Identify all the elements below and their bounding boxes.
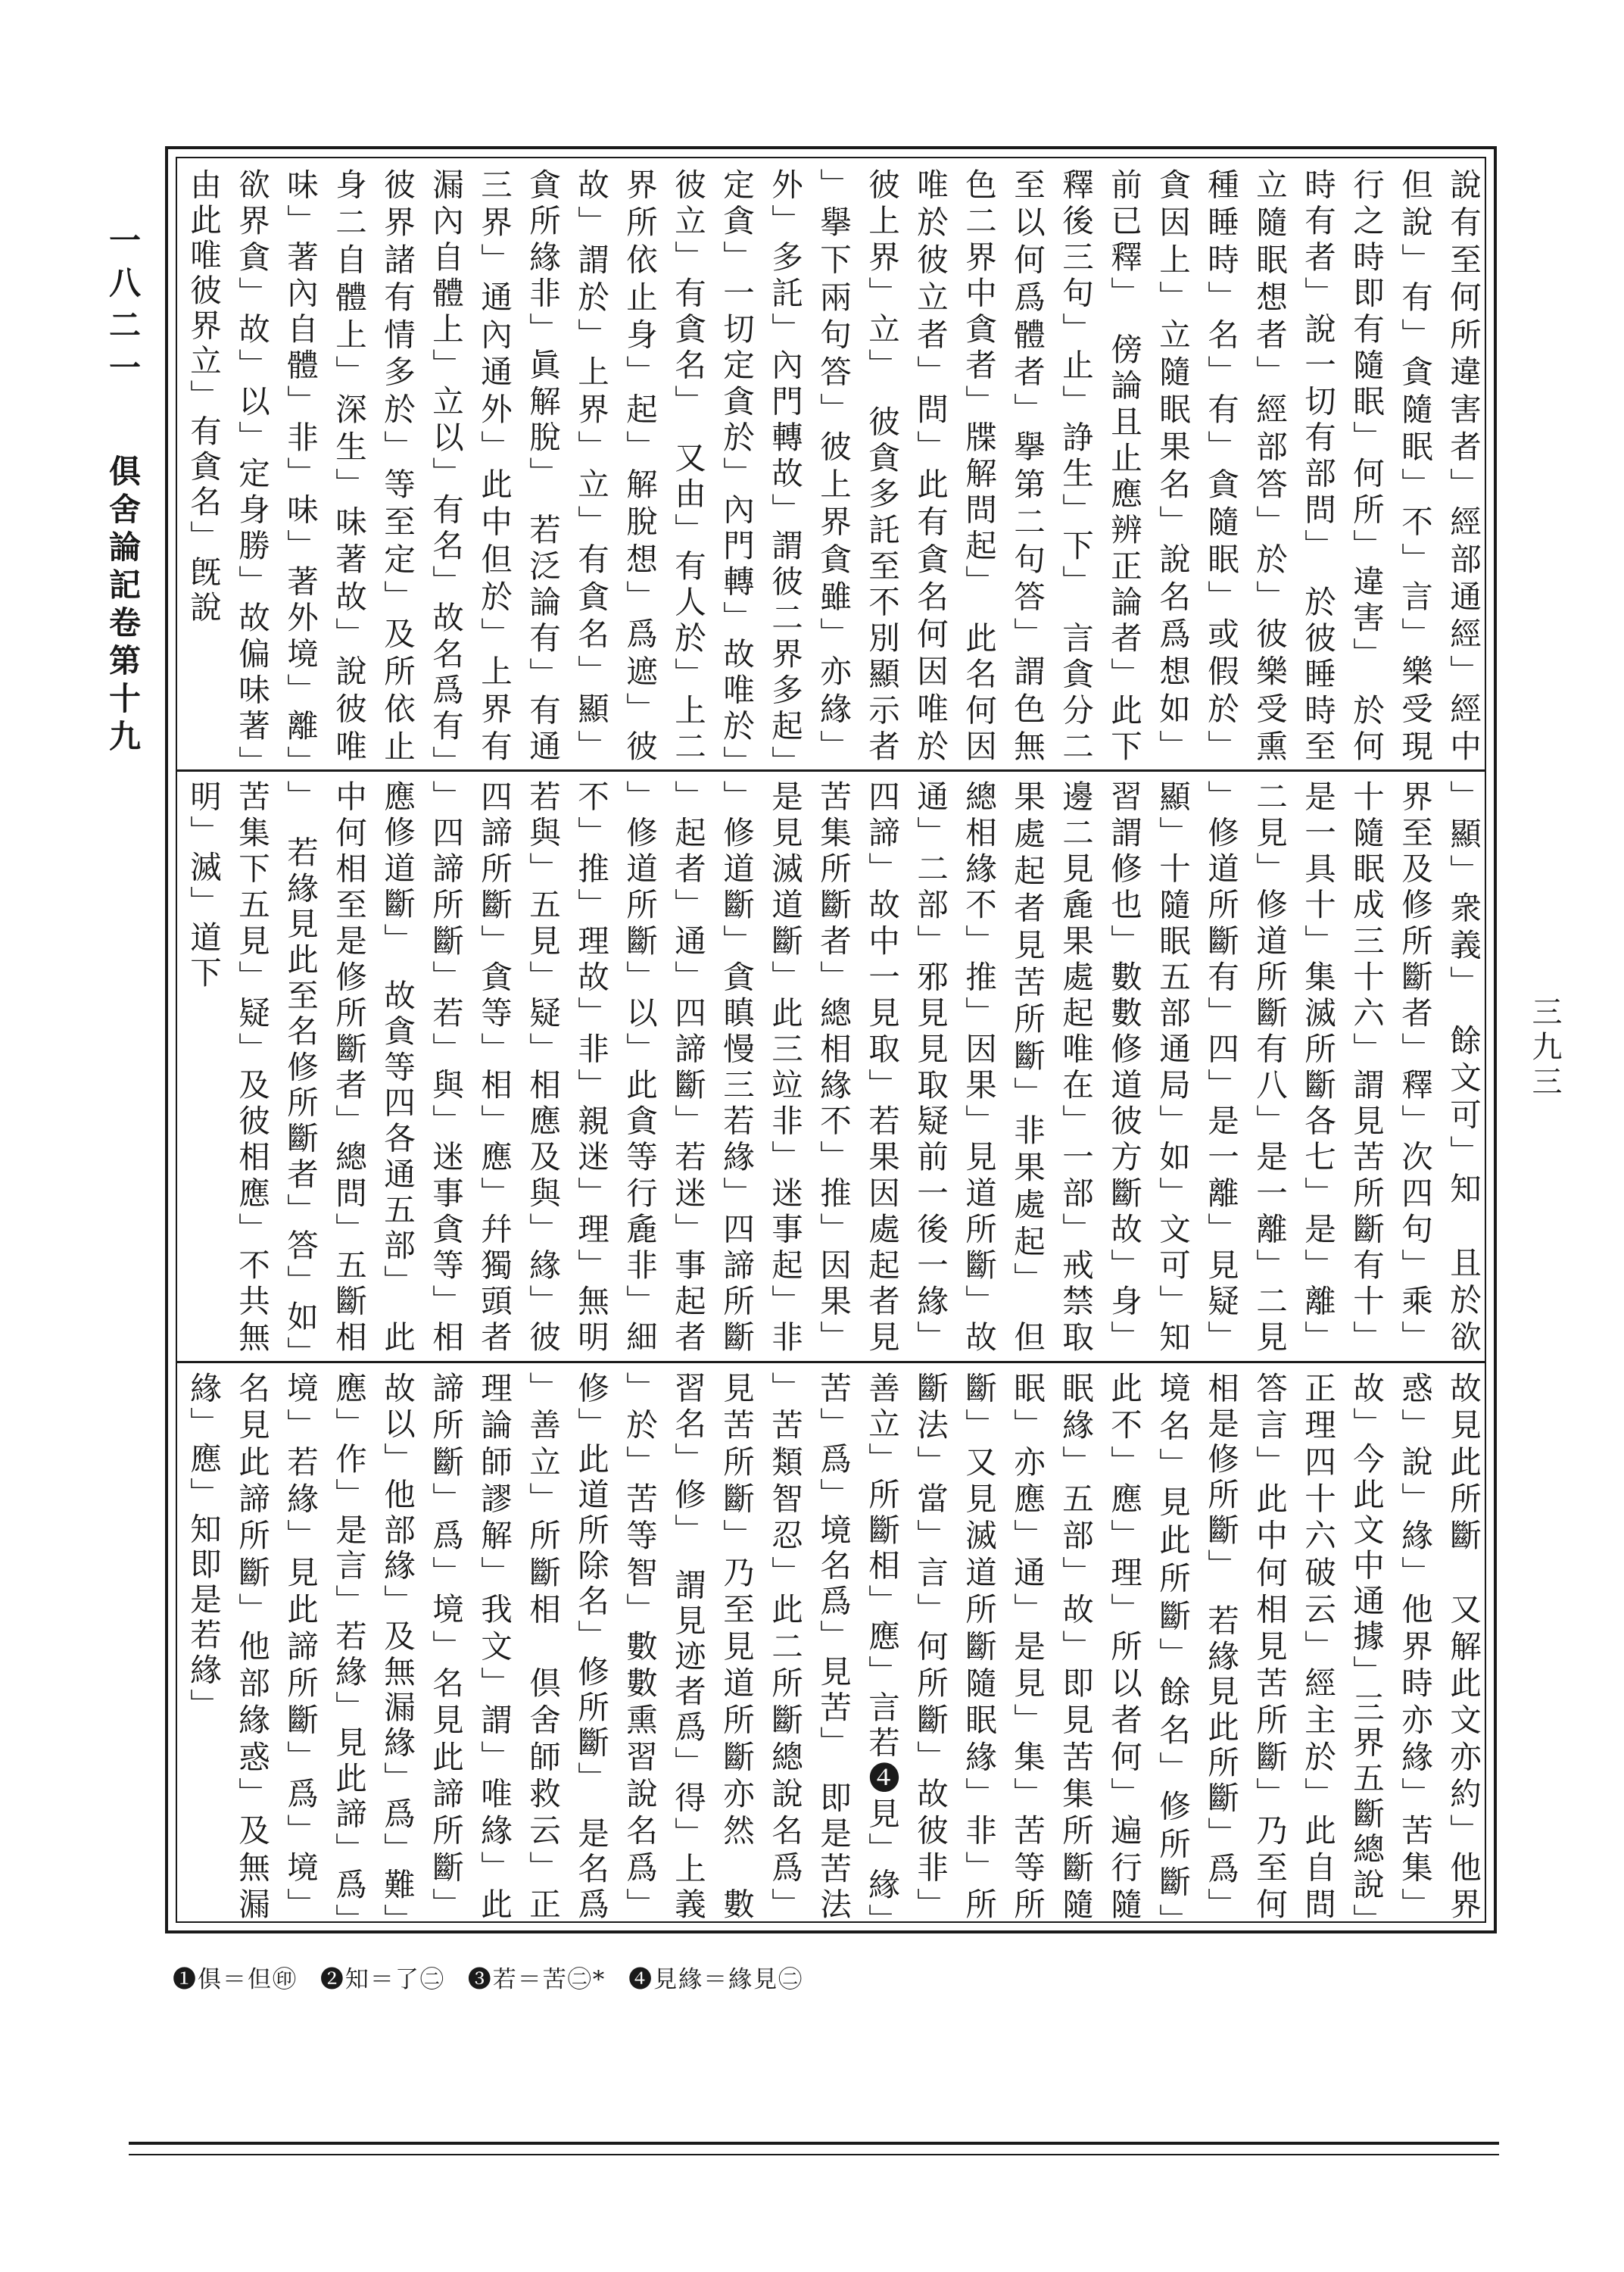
running-title: 俱舍論記卷第十九 (104, 454, 142, 758)
section-text: 」顯」衆義」 餘文可」知 且於欲界至及修所斷者」釋」次四句」乘」十隨眠成三十六」謂見苦所斷有十」是一具十」集滅所斷各七」是」離」二見」修道所斷有八」是一離」二見」修道所斷有」四」是一離」見疑」顯」十隨眠五部通局」如」文可」知 習謂修也」數數修道彼方斷故」身」邊二見麁果處起唯在」一部」戒禁取果處起者見苦所斷」非果處起」 但總相緣不」推」因果」見道所斷」故通」二部」邪見見取疑前一後一緣」四諦」故中一見取」若果因處起者見苦集所斷者」總相緣不」推」因果」是見滅道斷」此三竝非」迷事起」非」修道斷」貪瞋慢三若緣」四諦所斷」起者」通」四諦斷」若迷」事起者」修道所斷」以」此貪等行麁非」細不」推」理故」非」親迷」理」無明若與」五見」疑」相應及與」緣」彼四諦所斷」貪等」相」應」幷獨頭者」四諦所斷」若」與」迷事貪等」相應修道斷」 故貪等四各通五部」 此中何相至是修所斷者」總問」五斷相」 若緣見此至名修所斷者」答」如」苦集下五見」疑」及彼相應」不共無明」滅」道下 (185, 780, 1482, 1356)
page-number: 一八二一 (104, 223, 142, 393)
text-section-bottom (179, 1372, 1483, 1923)
footnotes (173, 1960, 817, 1994)
bottom-rule (129, 2142, 1499, 2145)
section-text: 說有至何所違害者」經部通經」經中但說」有」貪隨眠」不」言」樂受現行之時即有隨眠」何所」違害」 於何時有者」說一切有部問」 於彼睡時至立隨眠想者」經部答」於」彼樂受熏種睡時」名」有」貪隨眠」或假於」貪因上」立隨眠果名」說名爲想如」前已釋」 傍論且止應辨正論者」此下釋後三句」止」諍生」下」 言貪分二至以何爲體者」擧第二句答」謂色無色二界中貪者」牒解問起」 此名何因唯於彼立者」問」此有貪名何因唯於彼上界」立」 彼貪多託至不別顯示者」擧下兩句答」彼上界貪雖」亦緣」外」多託」內門轉故」謂彼二界多起」定貪」一切定貪於」內門轉」故唯於」彼立」有貪名」 又由」有人於」上二界所依止身」起」解脫想」爲遮」彼故」謂於」上界」立」有貪名」顯」貪所緣非」眞解脫」 若泛論有」有通三界」通內通外」此中但於」上界有漏內自體上」立以」有名」故名爲有」彼界諸有情多於」等至定」及所依止身二自體上」深生」味著故」說彼唯味」著內自體」非」味」著外境」離」欲界貪」故」以」定身勝」故偏味著」由此唯彼界立」有貪名」旣說 (185, 168, 1482, 765)
footnote-2: ❷知＝了㊁ (320, 1966, 445, 1993)
section-text: 故見此所斷 又解此文亦約」他界惑」說」緣」他界時亦緣」苦集」故」今此文中通據」三界五斷總說」 正理四十六破云」經主於」此自問答言」此中何相見苦所斷」乃至何相是修所斷」 若緣見此所斷」爲」境名」見此所斷」餘名」修所斷」 此不」應」理」所以者何」遍行隨眠緣」五部」故」即見苦集所斷隨眠」亦應」通」是見」集」苦等所斷」又見滅道所斷隨眠緣」非」所斷法」當」言」何所斷」故彼非」善立」所斷相」應」言若❹見」緣」苦」爲」境名爲」見苦」 即是苦法」苦類智忍」此二所斷總說名爲」見苦所斷」乃至見道所斷亦然 數習名」修」 謂見迹者爲」得」上義」於」苦等智」數數熏習說名爲」修」此道所除名」修所斷」 是名爲」善立」所斷相 倶舍師救云」正理論師謬解」我文」謂」唯緣」此諦所斷」爲」境」名見此諦所斷」故以」他部緣」及無漏緣」爲」難」應」作」是言」若緣」見此諦」爲」境」若緣」見此諦所斷」爲」境」名見此諦所斷」他部緣惑」及無漏緣」應」知即是若緣」 (185, 1372, 1482, 1923)
volume-mark: 三九三 (1527, 996, 1562, 1100)
left-margin (100, 223, 145, 757)
text-section-top (179, 168, 1483, 765)
section-divider-2 (176, 1361, 1486, 1363)
footnote-1: ❶俱＝但㊞ (173, 1966, 298, 1993)
text-section-middle (179, 780, 1483, 1356)
footnote-4: ❹見緣＝緣見㊁ (628, 1966, 804, 1993)
bottom-rule-thin (129, 2154, 1499, 2155)
section-divider-1 (176, 769, 1486, 772)
footnote-3: ❸若＝苦㊁* (467, 1966, 606, 1993)
